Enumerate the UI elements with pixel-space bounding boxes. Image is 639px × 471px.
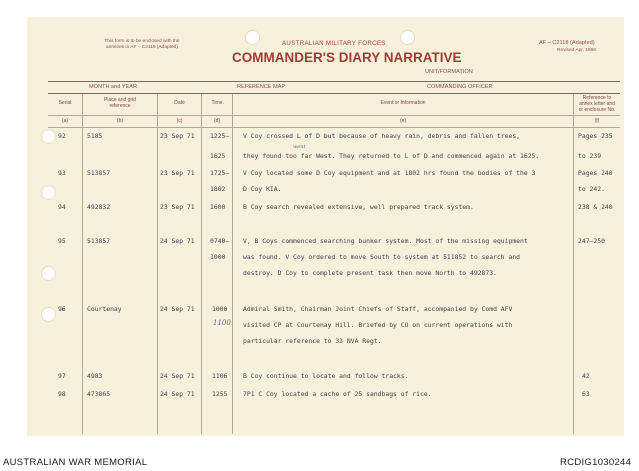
entry-text: Admiral Smith, Chairman Joint Chiefs of Staff, accompanied by Comd AFV bbox=[243, 305, 513, 313]
header-rule bbox=[48, 81, 620, 82]
entry-reference: Pages 235 bbox=[578, 132, 613, 140]
month-year-label: MONTH and YEAR bbox=[89, 84, 138, 90]
enclosure-note: This form is to be enclosed with the annexes in AF – C2119 (Adapted) bbox=[104, 39, 180, 50]
entry-time: 1000 bbox=[212, 305, 228, 313]
entry-serial: 94 bbox=[58, 203, 66, 211]
punch-hole bbox=[41, 307, 56, 322]
column-divider bbox=[82, 94, 83, 434]
entry-place: 513857 bbox=[87, 169, 111, 177]
col-letter: (a) bbox=[61, 118, 69, 124]
table-top-rule bbox=[48, 93, 620, 94]
entry-reference: Pages 240 bbox=[578, 169, 613, 177]
entry-text: destroy. D Coy to complete present task then move North to 492873. bbox=[243, 269, 497, 277]
archive-reference: RCDIG1030244 bbox=[560, 457, 632, 468]
punch-hole bbox=[400, 30, 415, 45]
col-reference-heading: Reference to annex letter and or enclosure No. bbox=[578, 95, 616, 113]
entry-time: 1600 bbox=[210, 203, 226, 211]
entry-serial: 97 bbox=[58, 372, 66, 380]
entry-date: 24 Sep 71 bbox=[160, 305, 195, 313]
entry-reference: 63 bbox=[582, 390, 590, 398]
diary-page bbox=[27, 17, 624, 436]
reference-map-label: REFERENCE MAP bbox=[237, 84, 286, 90]
handwritten-time: 1100 bbox=[213, 319, 231, 327]
punch-hole bbox=[41, 129, 56, 144]
entry-serial: 93 bbox=[58, 169, 66, 177]
entry-text: V Coy crossed L of D but because of heavy rain, debris and fallen trees, bbox=[243, 132, 521, 140]
handwritten-insertion: went bbox=[293, 144, 306, 150]
entry-serial: 95 bbox=[58, 237, 66, 245]
entry-text: visited CP at Courtenay Hill. Briefed by CO on current operations with bbox=[243, 321, 513, 329]
entry-date: 24 Sep 71 bbox=[160, 390, 195, 398]
column-divider bbox=[573, 94, 574, 434]
entry-date: 24 Sep 71 bbox=[160, 372, 195, 380]
entry-reference: 238 & 240 bbox=[578, 203, 613, 211]
letters-rule bbox=[48, 127, 620, 128]
entry-place: Courtenay bbox=[87, 305, 122, 313]
organisation-name: AUSTRALIAN MILITARY FORCES bbox=[282, 40, 386, 47]
col-letter: (e) bbox=[399, 118, 407, 124]
entry-time: 0740– bbox=[210, 237, 230, 245]
entry-text: V Coy located some D Coy equipment and at 1802 hrs found the bodies of the 3 bbox=[243, 169, 536, 177]
revision-date: Revised Apr. 1969 bbox=[557, 48, 596, 53]
heading-rule bbox=[48, 115, 620, 116]
entry-reference: to 242. bbox=[578, 185, 605, 193]
column-divider bbox=[201, 94, 202, 434]
entry-place: 513857 bbox=[87, 237, 111, 245]
col-serial-heading: Serial bbox=[58, 100, 72, 106]
col-place-heading: Place and grid reference bbox=[104, 97, 136, 109]
punch-hole bbox=[41, 185, 56, 200]
archive-credit: AUSTRALIAN WAR MEMORIAL bbox=[3, 457, 148, 468]
entry-reference: 42 bbox=[582, 372, 590, 380]
entry-place: 473865 bbox=[87, 390, 111, 398]
entry-place: 5185 bbox=[87, 132, 103, 140]
entry-text: 7P1 C Coy located a cache of 25 sandbags of rice. bbox=[243, 390, 432, 398]
entry-place: 4983 bbox=[87, 372, 103, 380]
entry-time: 1802 bbox=[210, 185, 226, 193]
entry-serial: 92 bbox=[58, 132, 66, 140]
entry-reference: to 239 bbox=[578, 152, 602, 160]
entry-time: 1625 bbox=[210, 152, 226, 160]
entry-place: 492832 bbox=[87, 203, 111, 211]
entry-date: 24 Sep 71 bbox=[160, 237, 195, 245]
column-divider bbox=[232, 94, 233, 434]
entry-time: 1725– bbox=[210, 169, 230, 177]
col-event-heading: Event or Information bbox=[380, 100, 426, 106]
entry-text: V, B Coys commenced searching bunker system. Most of the missing equipment bbox=[243, 237, 528, 245]
entry-text: D Coy KIA. bbox=[243, 185, 282, 193]
entry-date: 23 Sep 71 bbox=[160, 132, 195, 140]
entry-text: particular reference to 33 NVA Regt. bbox=[243, 337, 382, 345]
entry-date: 23 Sep 71 bbox=[160, 203, 195, 211]
punch-hole bbox=[41, 266, 56, 281]
entry-time: 1000 bbox=[210, 253, 226, 261]
entry-text: was found. V Coy ordered to move South to system at 511852 to search and bbox=[243, 253, 521, 261]
unit-formation-label: UNIT/FORMATION bbox=[425, 69, 473, 75]
punch-hole bbox=[245, 30, 260, 45]
entry-serial: 98 bbox=[58, 390, 66, 398]
entry-serial: 96 bbox=[58, 305, 66, 313]
col-time-heading: Time bbox=[211, 100, 223, 106]
entry-time: 1255 bbox=[212, 390, 228, 398]
entry-date: 23 Sep 71 bbox=[160, 169, 195, 177]
entry-time: 1225– bbox=[210, 132, 230, 140]
entry-text: B Coy continue to locate and follow tracks. bbox=[243, 372, 409, 380]
column-divider bbox=[157, 94, 158, 434]
form-number: AF – C2118 (Adapted) bbox=[539, 40, 595, 46]
col-letter: (d) bbox=[213, 118, 221, 124]
form-title: COMMANDER'S DIARY NARRATIVE bbox=[232, 50, 462, 65]
entry-text: they found too far West. They returned to L of D and commenced again at 1625. bbox=[243, 152, 540, 160]
entry-time: 1106 bbox=[212, 372, 228, 380]
commanding-officer-label: COMMANDING OFFICER bbox=[427, 84, 493, 90]
col-date-heading: Date bbox=[174, 100, 185, 106]
col-letter: (c) bbox=[176, 118, 183, 124]
entry-reference: 247–250 bbox=[578, 237, 605, 245]
entry-text: B Coy search revealed extensive, well prepared track system. bbox=[243, 203, 474, 211]
col-letter: (b) bbox=[116, 118, 124, 124]
col-letter: (f) bbox=[594, 118, 600, 124]
